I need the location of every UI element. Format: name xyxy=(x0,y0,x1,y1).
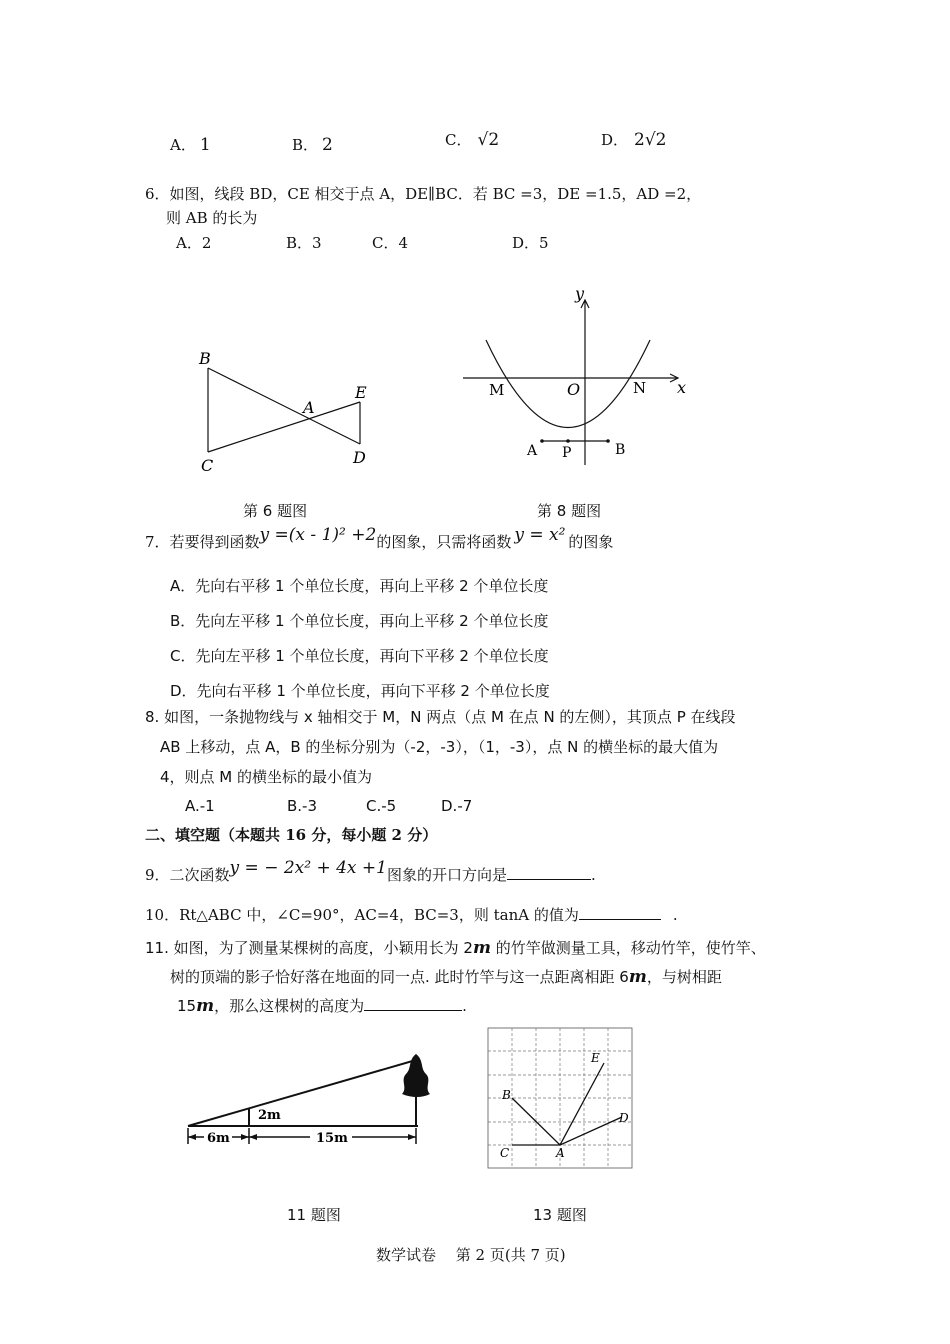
segment-ad xyxy=(560,1117,622,1145)
q8-option-a: A.-1 xyxy=(185,797,215,815)
label-15m: 15m xyxy=(316,1131,348,1146)
label-y: y xyxy=(575,284,585,303)
q6-option-a: A．2 xyxy=(176,234,212,252)
label-a: A xyxy=(556,1146,565,1160)
page-footer: 数学试卷 第 2 页(共 7 页) xyxy=(376,1246,566,1264)
q7-option-c: C．先向左平移 1 个单位长度，再向下平移 2 个单位长度 xyxy=(170,647,549,665)
label-a: A xyxy=(303,398,315,417)
q10-stem: 10．Rt△ABC 中，∠C=90°，AC=4，BC=3，则 tanA 的值为 . xyxy=(145,906,678,924)
q8-stem-line2: AB 上移动，点 A，B 的坐标分别为（-2，-3），（1，-3），点 N 的横坐标的最大值为 xyxy=(160,738,719,756)
label-e: E xyxy=(591,1051,600,1065)
q6-stem-line1: 6．如图，线段 BD，CE 相交于点 A，DE∥BC．若 BC =3，DE =1.5，AD =2， xyxy=(145,185,702,203)
figure-8 xyxy=(460,285,700,475)
q5-option-d: D． 2√2 xyxy=(601,130,667,150)
tree-crown xyxy=(402,1054,430,1097)
point-b xyxy=(606,439,610,443)
q7-option-a: A．先向右平移 1 个单位长度，再向上平移 2 个单位长度 xyxy=(170,577,549,595)
label-p: P xyxy=(562,445,572,461)
figure-13-caption: 13 题图 xyxy=(533,1206,587,1224)
label-a: A xyxy=(527,443,538,459)
point-a xyxy=(540,439,544,443)
q11-stem-line3: 15m，那么这棵树的高度为 . xyxy=(177,996,467,1016)
figure-8-caption: 第 8 题图 xyxy=(537,502,602,520)
segment-ae xyxy=(560,1063,604,1145)
label-m: M xyxy=(489,381,505,399)
label-b: B xyxy=(615,442,626,458)
q9-answer-blank xyxy=(507,865,591,880)
label-d: D xyxy=(619,1111,629,1125)
label-n: N xyxy=(633,379,647,397)
label-b: B xyxy=(502,1088,511,1102)
label-d: D xyxy=(353,448,366,467)
q8-stem-line3: 4，则点 M 的横坐标的最小值为 xyxy=(160,768,373,786)
q5-option-c: C． √2 xyxy=(445,130,500,150)
q7-function-1: y =(x - 1)² +2 xyxy=(259,525,377,545)
sight-line xyxy=(188,1060,416,1126)
q5-option-a: A． 1 xyxy=(170,135,211,155)
q6-stem-line2: 则 AB 的长为 xyxy=(166,209,258,227)
q6-option-d: D．5 xyxy=(512,234,549,252)
segment-ce xyxy=(208,402,360,452)
section-2-title: 二、填空题（本题共 16 分，每小题 2 分） xyxy=(145,826,438,844)
q7-stem: 7．若要得到函数y =(x - 1)² +2的图象，只需将函数 y = x² 的图象 xyxy=(145,525,614,551)
segment-bd xyxy=(208,368,360,444)
label-o: O xyxy=(567,380,581,399)
label-c: C xyxy=(201,456,214,475)
label-6m: 6m xyxy=(207,1131,230,1146)
label-x: x xyxy=(677,378,687,397)
q9-stem: 9．二次函数y = − 2x² + 4x +1图象的开口方向是 . xyxy=(145,858,596,884)
q6-option-b: B．3 xyxy=(286,234,322,252)
figure-6-caption: 第 6 题图 xyxy=(243,502,308,520)
q7-option-d: D．先向右平移 1 个单位长度，再向下平移 2 个单位长度 xyxy=(170,682,550,700)
point-p xyxy=(566,439,570,443)
q5-option-b: B． 2 xyxy=(292,135,333,155)
q11-stem-line1: 11. 如图，为了测量某棵树的高度，小颖用长为 2m 的竹竿做测量工具，移动竹竿，使竹竿、 xyxy=(145,938,766,958)
q8-stem-line1: 8. 如图，一条抛物线与 x 轴相交于 M，N 两点（点 M 在点 N 的左侧），其顶点 P 在线段 xyxy=(145,708,736,726)
figure-11-caption: 11 题图 xyxy=(287,1206,341,1224)
figure-11 xyxy=(180,1050,450,1155)
label-c: C xyxy=(500,1146,510,1160)
label-e: E xyxy=(355,383,367,402)
figure-6 xyxy=(190,340,380,480)
q11-answer-blank xyxy=(364,996,462,1011)
figure-13 xyxy=(486,1026,636,1174)
q10-answer-blank xyxy=(579,905,661,920)
q8-option-b: B.-3 xyxy=(287,797,318,815)
q9-function: y = − 2x² + 4x +1 xyxy=(229,858,387,878)
q8-option-c: C.-5 xyxy=(366,797,397,815)
q8-option-d: D.-7 xyxy=(441,797,473,815)
label-pole-height: 2m xyxy=(258,1108,281,1123)
label-b: B xyxy=(199,349,211,368)
q11-stem-line2: 树的顶端的影子恰好落在地面的同一点. 此时竹竿与这一点距离相距 6m，与树相距 xyxy=(170,967,722,987)
q7-function-2: y = x² xyxy=(514,525,566,545)
q6-option-c: C．4 xyxy=(372,234,409,252)
q7-option-b: B．先向左平移 1 个单位长度，再向上平移 2 个单位长度 xyxy=(170,612,549,630)
